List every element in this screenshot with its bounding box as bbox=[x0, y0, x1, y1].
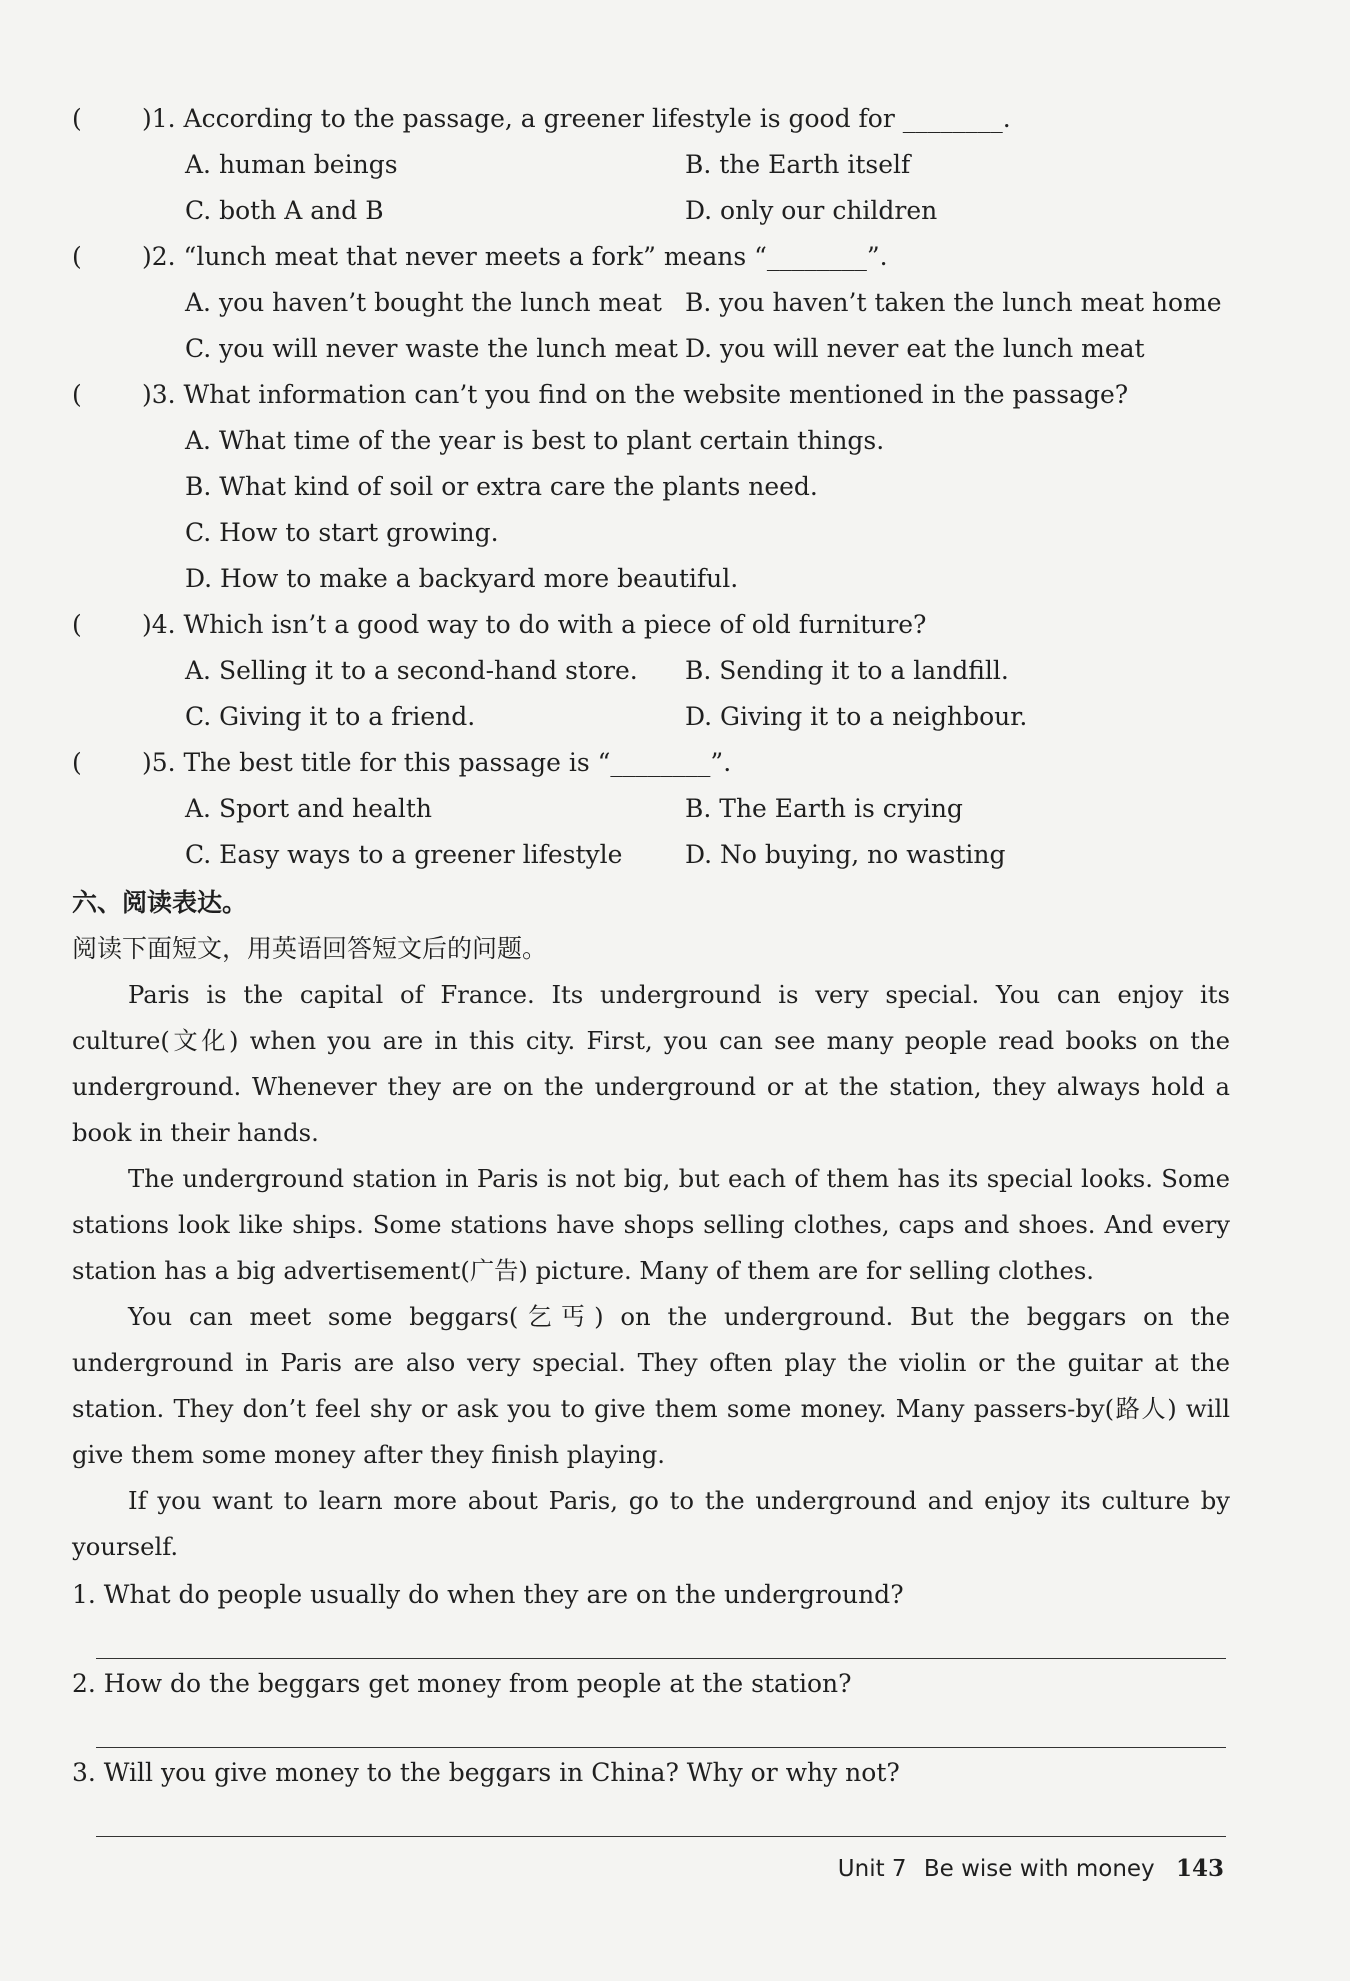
question-2 bbox=[72, 234, 1230, 372]
option-d: D. only our children bbox=[685, 196, 938, 225]
answer-bracket[interactable]: ( bbox=[72, 242, 82, 271]
options bbox=[72, 142, 1230, 234]
option-c: C. Easy ways to a greener lifestyle bbox=[185, 840, 623, 869]
question-text: )3. What information can’t you find on the website mentioned in the passage? bbox=[142, 380, 1129, 409]
answer-line[interactable] bbox=[96, 1836, 1226, 1837]
answer-question-2 bbox=[72, 1661, 1230, 1748]
passage-paragraph-3: You can meet some beggars(乞丐) on the underground. But the beggars on the underground in Paris are also very special. They often play the violin or the guitar at the station. They don’t feel shy or ask you to give them some money. Many passers-by(路人) will give them some money after they finish playing. bbox=[72, 1302, 1230, 1469]
options bbox=[72, 418, 1230, 602]
question-3 bbox=[72, 372, 1230, 602]
question-stem bbox=[72, 372, 1230, 418]
option-a: A. Sport and health bbox=[185, 794, 432, 823]
question-text: )4. Which isn’t a good way to do with a piece of old furniture? bbox=[142, 610, 927, 639]
answer-bracket[interactable]: ( bbox=[72, 610, 82, 639]
answer-question-text: 3. Will you give money to the beggars in China? Why or why not? bbox=[72, 1758, 900, 1787]
question-stem bbox=[72, 740, 1230, 786]
option-a: A. human beings bbox=[185, 150, 398, 179]
answer-line[interactable] bbox=[96, 1747, 1226, 1748]
answer-bracket[interactable]: ( bbox=[72, 104, 82, 133]
question-stem bbox=[72, 234, 1230, 280]
section-title: 六、阅读表达。 bbox=[72, 888, 248, 917]
answer-question-text: 1. What do people usually do when they are on the underground? bbox=[72, 1580, 904, 1609]
option-b: B. the Earth itself bbox=[685, 150, 911, 179]
answer-question-3 bbox=[72, 1750, 1230, 1837]
question-stem bbox=[72, 602, 1230, 648]
option-d: D. How to make a backyard more beautiful. bbox=[185, 564, 739, 593]
question-text: )2. “lunch meat that never meets a fork” means “________”. bbox=[142, 242, 888, 271]
answer-bracket[interactable]: ( bbox=[72, 380, 82, 409]
option-d: D. No buying, no wasting bbox=[685, 840, 1006, 869]
page-number: 143 bbox=[1175, 1855, 1224, 1882]
option-c: C. you will never waste the lunch meat bbox=[185, 334, 678, 363]
answer-question-text: 2. How do the beggars get money from people at the station? bbox=[72, 1669, 852, 1698]
options bbox=[72, 786, 1230, 878]
answer-bracket[interactable]: ( bbox=[72, 748, 82, 777]
section-instruction: 阅读下面短文，用英语回答短文后的问题。 bbox=[72, 934, 548, 963]
page-footer bbox=[838, 1855, 1224, 1882]
option-a: A. Selling it to a second-hand store. bbox=[185, 656, 638, 685]
options bbox=[72, 648, 1230, 740]
option-c: C. Giving it to a friend. bbox=[185, 702, 476, 731]
question-5 bbox=[72, 740, 1230, 878]
option-c: C. both A and B bbox=[185, 196, 384, 225]
option-b: B. What kind of soil or extra care the plants need. bbox=[185, 472, 818, 501]
answer-line[interactable] bbox=[96, 1658, 1226, 1659]
option-b: B. The Earth is crying bbox=[685, 794, 963, 823]
option-a: A. you haven’t bought the lunch meat bbox=[185, 288, 662, 317]
option-d: D. you will never eat the lunch meat bbox=[685, 334, 1145, 363]
option-d: D. Giving it to a neighbour. bbox=[685, 702, 1028, 731]
footer-title: Be wise with money bbox=[923, 1856, 1155, 1882]
option-c: C. How to start growing. bbox=[185, 518, 499, 547]
option-b: B. Sending it to a landfill. bbox=[685, 656, 1009, 685]
question-text: )5. The best title for this passage is “________”. bbox=[142, 748, 732, 777]
option-a: A. What time of the year is best to plant certain things. bbox=[185, 426, 885, 455]
options bbox=[72, 280, 1230, 372]
question-1 bbox=[72, 96, 1230, 234]
passage-paragraph-4: If you want to learn more about Paris, go to the underground and enjoy its culture by yourself. bbox=[72, 1486, 1230, 1561]
option-b: B. you haven’t taken the lunch meat home bbox=[685, 288, 1222, 317]
question-text: )1. According to the passage, a greener lifestyle is good for ________. bbox=[142, 104, 1011, 133]
passage-paragraph-2: The underground station in Paris is not big, but each of them has its special looks. Some stations look like ships. Some stations have shops selling clothes, caps and shoes. And every station has a big advertisement(广告) picture. Many of them are for selling clothes. bbox=[72, 1164, 1230, 1285]
footer-unit: Unit 7 bbox=[837, 1856, 907, 1882]
reading-passage bbox=[72, 972, 1230, 1570]
answer-question-1 bbox=[72, 1572, 1230, 1659]
passage-paragraph-1: Paris is the capital of France. Its underground is very special. You can enjoy its culture(文化) when you are in this city. First, you can see many people read books on the underground. Whenever they are on the underground or at the station, they always hold a book in their hands. bbox=[72, 980, 1230, 1147]
question-stem bbox=[72, 96, 1230, 142]
question-4 bbox=[72, 602, 1230, 740]
